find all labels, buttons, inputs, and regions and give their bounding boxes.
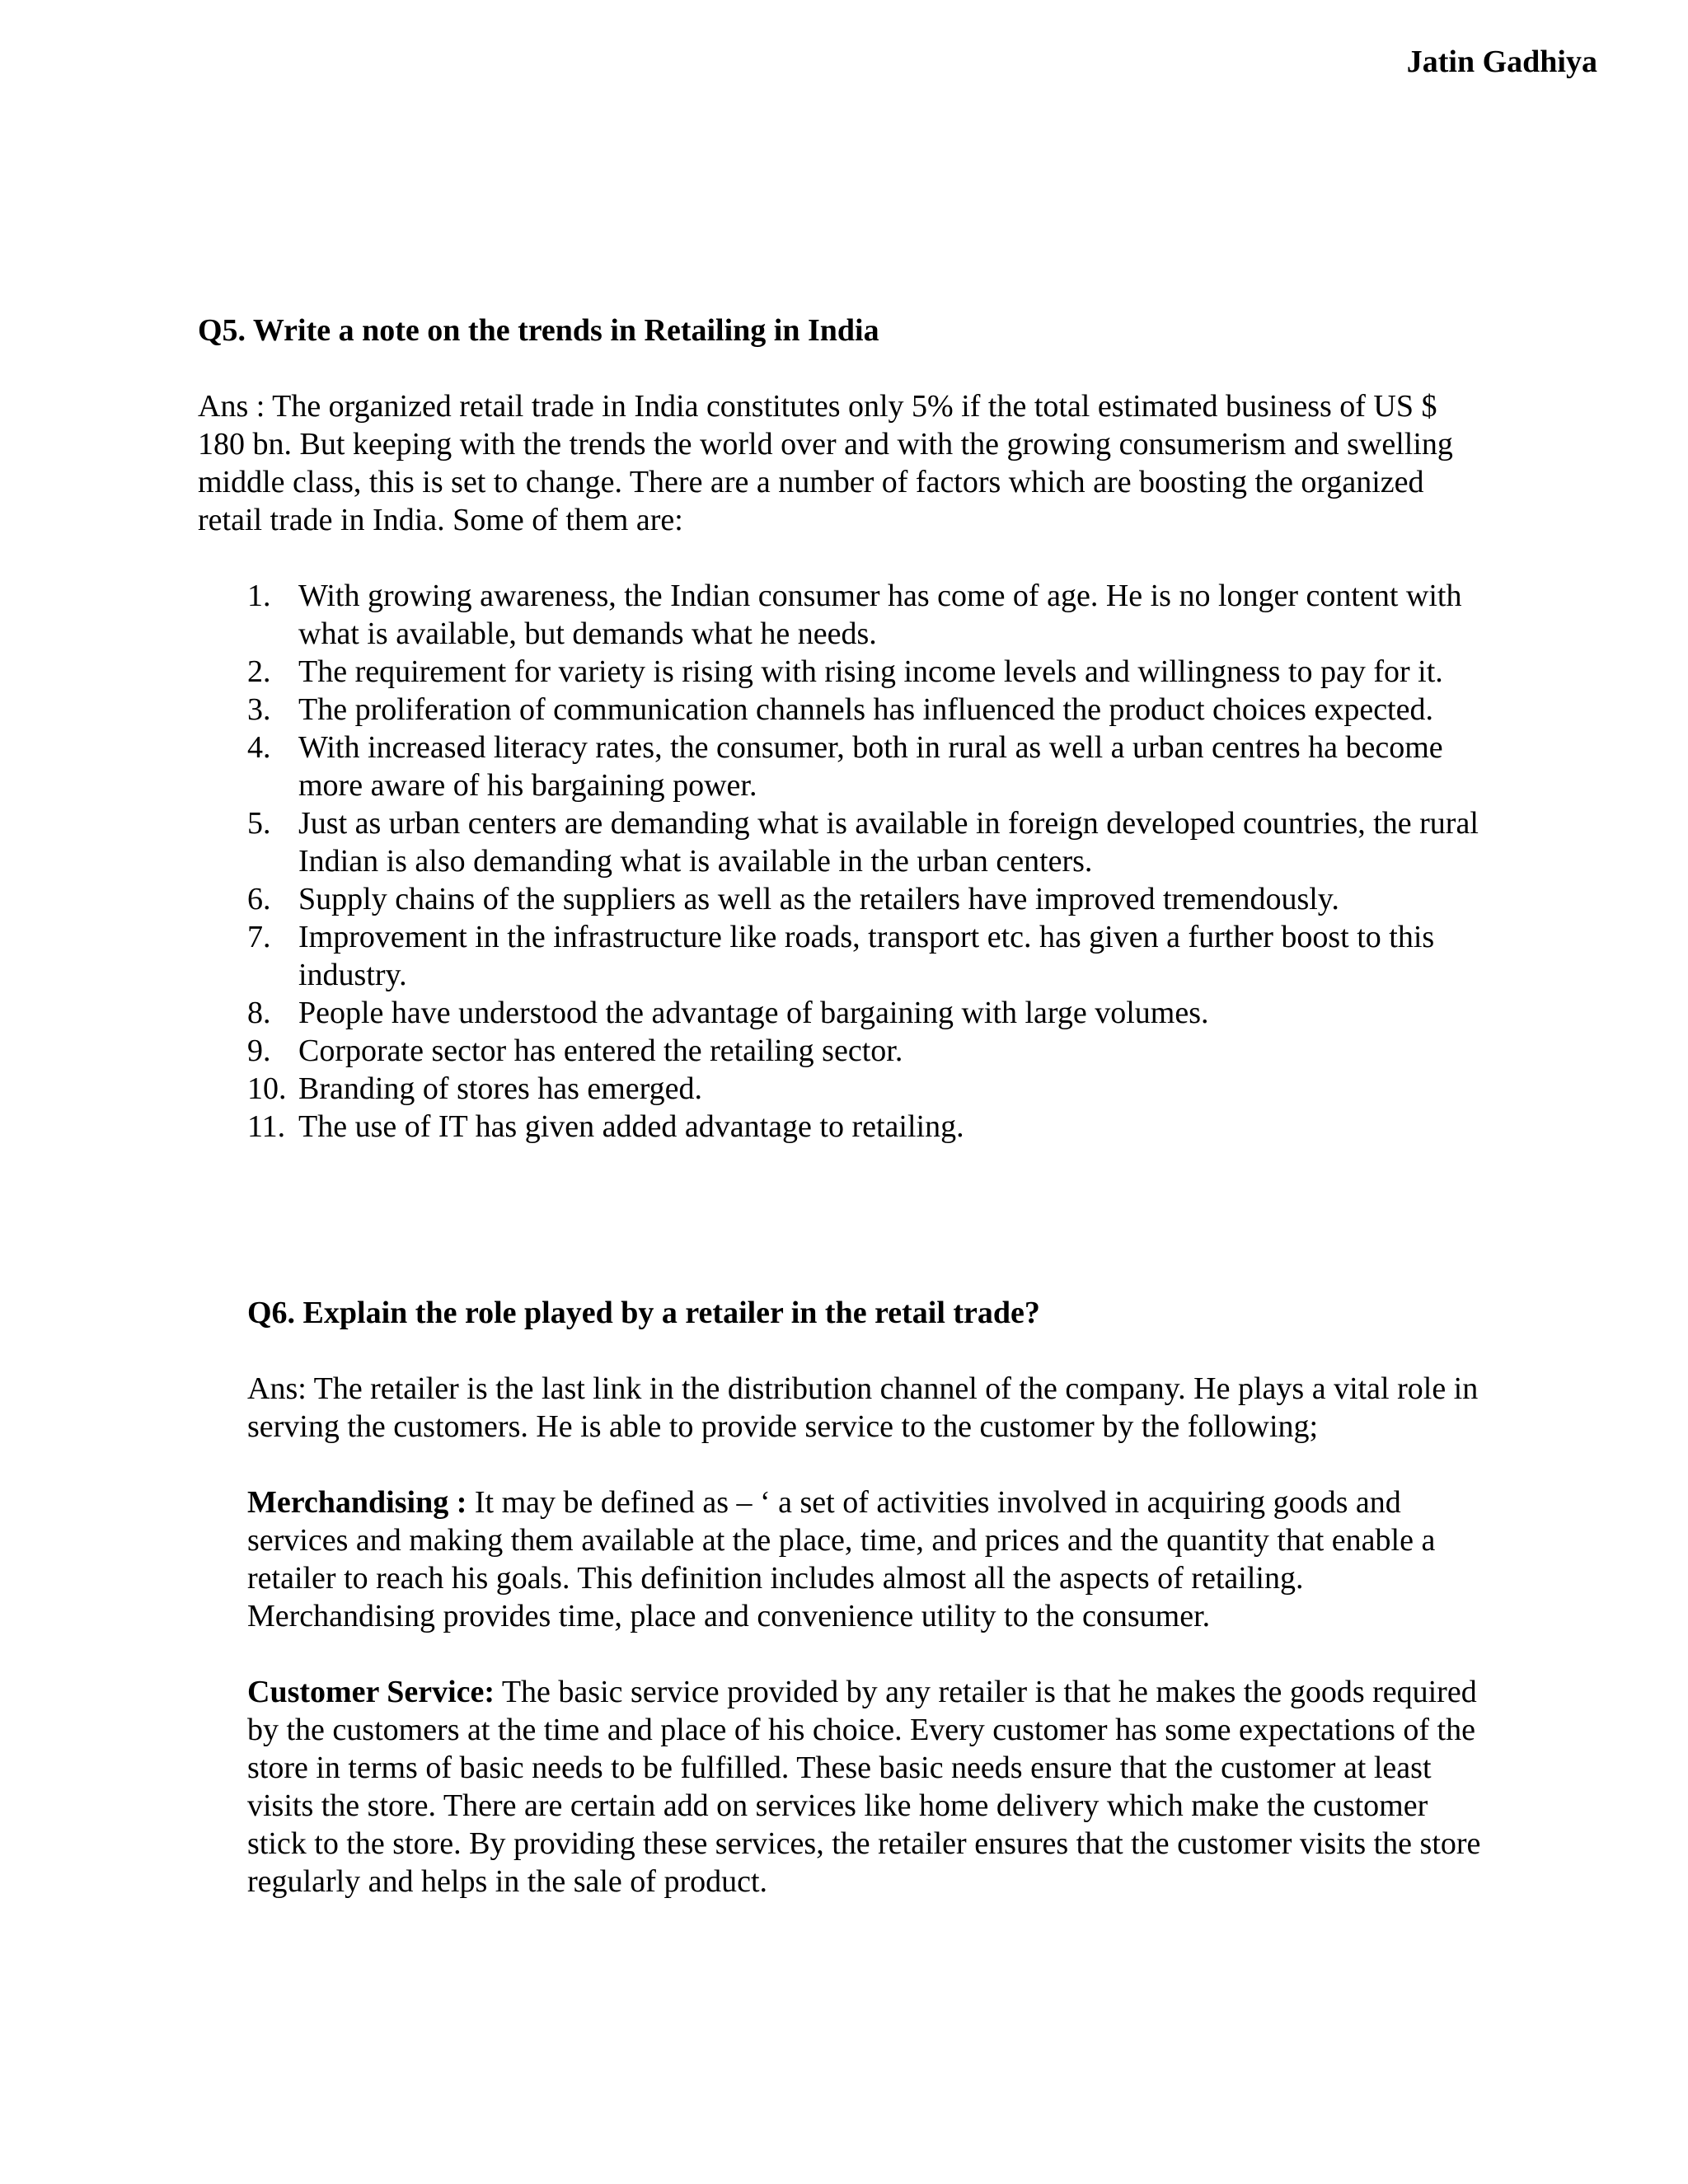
customer-service-paragraph bbox=[247, 1673, 1484, 1900]
list-item bbox=[247, 880, 1500, 918]
list-item-number: 4. bbox=[247, 730, 271, 765]
customer-service-label: Customer Service: bbox=[247, 1675, 495, 1709]
list-item bbox=[247, 994, 1500, 1032]
merchandising-paragraph bbox=[247, 1483, 1484, 1635]
list-item-number: 8. bbox=[247, 996, 271, 1030]
q6-title: Q6. Explain the role played by a retailer in the retail trade? bbox=[247, 1296, 1040, 1330]
list-item-number: 7. bbox=[247, 920, 271, 954]
list-item-text: With growing awareness, the Indian consumer has come of age. He is no longer content with what is available, but demands what he needs. bbox=[298, 579, 1462, 651]
list-item-text: The requirement for variety is rising with rising income levels and willingness to pay for it. bbox=[298, 654, 1443, 689]
list-item-number: 1. bbox=[247, 579, 271, 613]
customer-service-text: The basic service provided by any retailer is that he makes the goods required by the customers at the time and place of his choice. Every customer has some expectations of the store in terms of basic needs to be fulfilled. These basic needs ensure that the customer at least visits the store. There are certain add on services like home delivery which make the customer stick to the store. By providing these services, the retailer ensures that the customer visits the store regularly and helps in the sale of product. bbox=[247, 1675, 1481, 1899]
list-item-number: 10. bbox=[247, 1071, 287, 1106]
merchandising-label: Merchandising : bbox=[247, 1485, 467, 1520]
list-item bbox=[247, 653, 1500, 691]
list-item-number: 11. bbox=[247, 1109, 286, 1144]
list-item-text: Corporate sector has entered the retailing sector. bbox=[298, 1033, 903, 1068]
list-item-text: Branding of stores has emerged. bbox=[298, 1071, 703, 1106]
q6-answer: Ans: The retailer is the last link in the distribution channel of the company. He plays a vital role in serving the customers. He is able to provide service to the customer by the following; bbox=[247, 1371, 1479, 1444]
q5-answer: Ans : The organized retail trade in India constitutes only 5% if the total estimated business of US $ 180 bn. But keeping with the trends the world over and with the growing consumerism and swelling middle class, this is set to change. There are a number of factors which are boosting the organized retail trade in India. Some of them are: bbox=[198, 389, 1453, 537]
list-item bbox=[247, 729, 1500, 804]
list-item-text: With increased literacy rates, the consumer, both in rural as well a urban centres ha become more aware of his bargaining power. bbox=[298, 730, 1443, 803]
list-item bbox=[247, 691, 1500, 729]
list-item-number: 2. bbox=[247, 654, 271, 689]
list-item bbox=[247, 1070, 1500, 1108]
list-item-text: Just as urban centers are demanding what is available in foreign developed countries, the rural Indian is also demanding what is available in the urban centers. bbox=[298, 806, 1479, 879]
list-item-text: The proliferation of communication channels has influenced the product choices expected. bbox=[298, 692, 1433, 727]
list-item-text: Supply chains of the suppliers as well as the retailers have improved tremendously. bbox=[298, 882, 1339, 916]
list-item-number: 9. bbox=[247, 1033, 271, 1068]
list-item-number: 3. bbox=[247, 692, 271, 727]
list-item-text: People have understood the advantage of bargaining with large volumes. bbox=[298, 996, 1209, 1030]
merchandising-text: It may be defined as – ‘ a set of activities involved in acquiring goods and services and making them available at the place, time, and prices and the quantity that enable a retailer to reach his goals. This definition includes almost all the aspects of retailing. Merchandising provides time, place and convenience utility to the consumer. bbox=[247, 1485, 1436, 1633]
list-item bbox=[247, 1032, 1500, 1070]
list-item bbox=[247, 918, 1500, 994]
q5-title: Q5. Write a note on the trends in Retailing in India bbox=[198, 313, 879, 348]
list-item-number: 5. bbox=[247, 806, 271, 841]
list-item bbox=[247, 804, 1500, 880]
q5-factor-list bbox=[247, 577, 1500, 1146]
list-item bbox=[247, 1108, 1500, 1146]
author-name: Jatin Gadhiya bbox=[1406, 45, 1597, 79]
list-item-text: The use of IT has given added advantage to retailing. bbox=[298, 1109, 964, 1144]
list-item-number: 6. bbox=[247, 882, 271, 916]
list-item-text: Improvement in the infrastructure like roads, transport etc. has given a further boost to this industry. bbox=[298, 920, 1435, 992]
list-item bbox=[247, 577, 1500, 653]
